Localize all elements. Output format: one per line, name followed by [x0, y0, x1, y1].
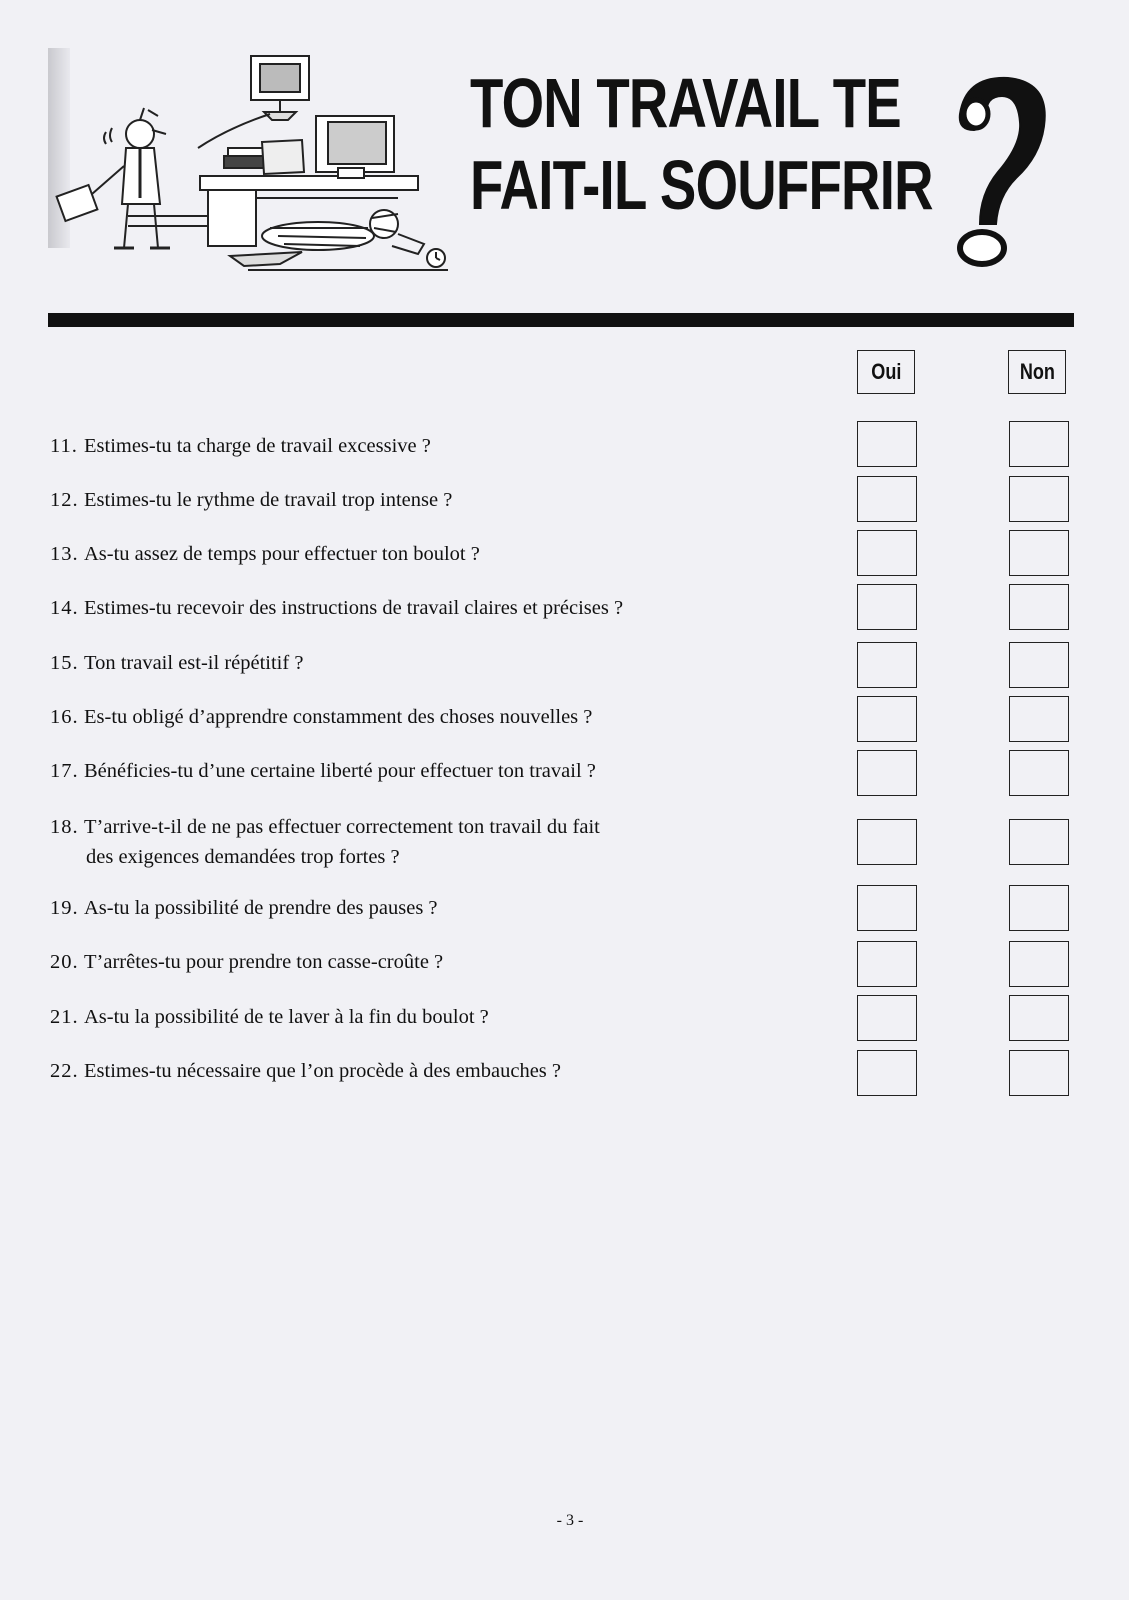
question-mark-icon — [946, 74, 1058, 270]
answer-non-19[interactable] — [1009, 885, 1069, 931]
question-20: 20. T’arrêtes-tu pour prendre ton casse-croûte ? — [50, 951, 444, 973]
answer-non-11[interactable] — [1009, 421, 1069, 467]
answer-non-18[interactable] — [1009, 819, 1069, 865]
answer-oui-22[interactable] — [857, 1050, 917, 1096]
answer-oui-17[interactable] — [857, 750, 917, 796]
question-14: 14. Estimes-tu recevoir des instructions de travail claires et précises ? — [50, 597, 624, 619]
question-22: 22. Estimes-tu nécessaire que l’on procède à des embauches ? — [50, 1060, 561, 1082]
answer-non-17[interactable] — [1009, 750, 1069, 796]
question-17: 17. Bénéficies-tu d’une certaine liberté pour effectuer ton travail ? — [50, 760, 596, 782]
answer-non-15[interactable] — [1009, 642, 1069, 688]
title-line-1: TON TRAVAIL TE — [470, 64, 901, 142]
page-title — [470, 62, 933, 226]
answer-oui-12[interactable] — [857, 476, 917, 522]
answer-oui-20[interactable] — [857, 941, 917, 987]
answer-non-22[interactable] — [1009, 1050, 1069, 1096]
office-cartoon-illustration — [48, 48, 468, 288]
answer-non-16[interactable] — [1009, 696, 1069, 742]
question-11: 11. Estimes-tu ta charge de travail excessive ? — [50, 435, 431, 457]
answer-oui-19[interactable] — [857, 885, 917, 931]
answer-non-14[interactable] — [1009, 584, 1069, 630]
answer-non-13[interactable] — [1009, 530, 1069, 576]
title-line-2: FAIT-IL SOUFFRIR — [470, 146, 933, 224]
answer-oui-13[interactable] — [857, 530, 917, 576]
column-header-oui: Oui — [857, 350, 915, 394]
question-21: 21. As-tu la possibilité de te laver à la fin du boulot ? — [50, 1006, 489, 1028]
answer-oui-11[interactable] — [857, 421, 917, 467]
answer-oui-15[interactable] — [857, 642, 917, 688]
answer-oui-14[interactable] — [857, 584, 917, 630]
answer-oui-18[interactable] — [857, 819, 917, 865]
question-18: 18. T’arrive-t-il de ne pas effectuer correctement ton travail du fait des exigences demandées trop fortes ? — [50, 816, 600, 868]
answer-oui-16[interactable] — [857, 696, 917, 742]
question-13: 13. As-tu assez de temps pour effectuer ton boulot ? — [50, 543, 480, 565]
question-12: 12. Estimes-tu le rythme de travail trop intense ? — [50, 489, 453, 511]
page-number: - 3 - — [556, 1512, 584, 1529]
header-divider — [48, 313, 1074, 327]
answer-non-20[interactable] — [1009, 941, 1069, 987]
question-16: 16. Es-tu obligé d’apprendre constamment des choses nouvelles ? — [50, 706, 593, 728]
question-19: 19. As-tu la possibilité de prendre des pauses ? — [50, 897, 438, 919]
answer-oui-21[interactable] — [857, 995, 917, 1041]
answer-non-12[interactable] — [1009, 476, 1069, 522]
answer-non-21[interactable] — [1009, 995, 1069, 1041]
question-15: 15. Ton travail est-il répétitif ? — [50, 652, 304, 674]
column-header-non: Non — [1008, 350, 1066, 394]
